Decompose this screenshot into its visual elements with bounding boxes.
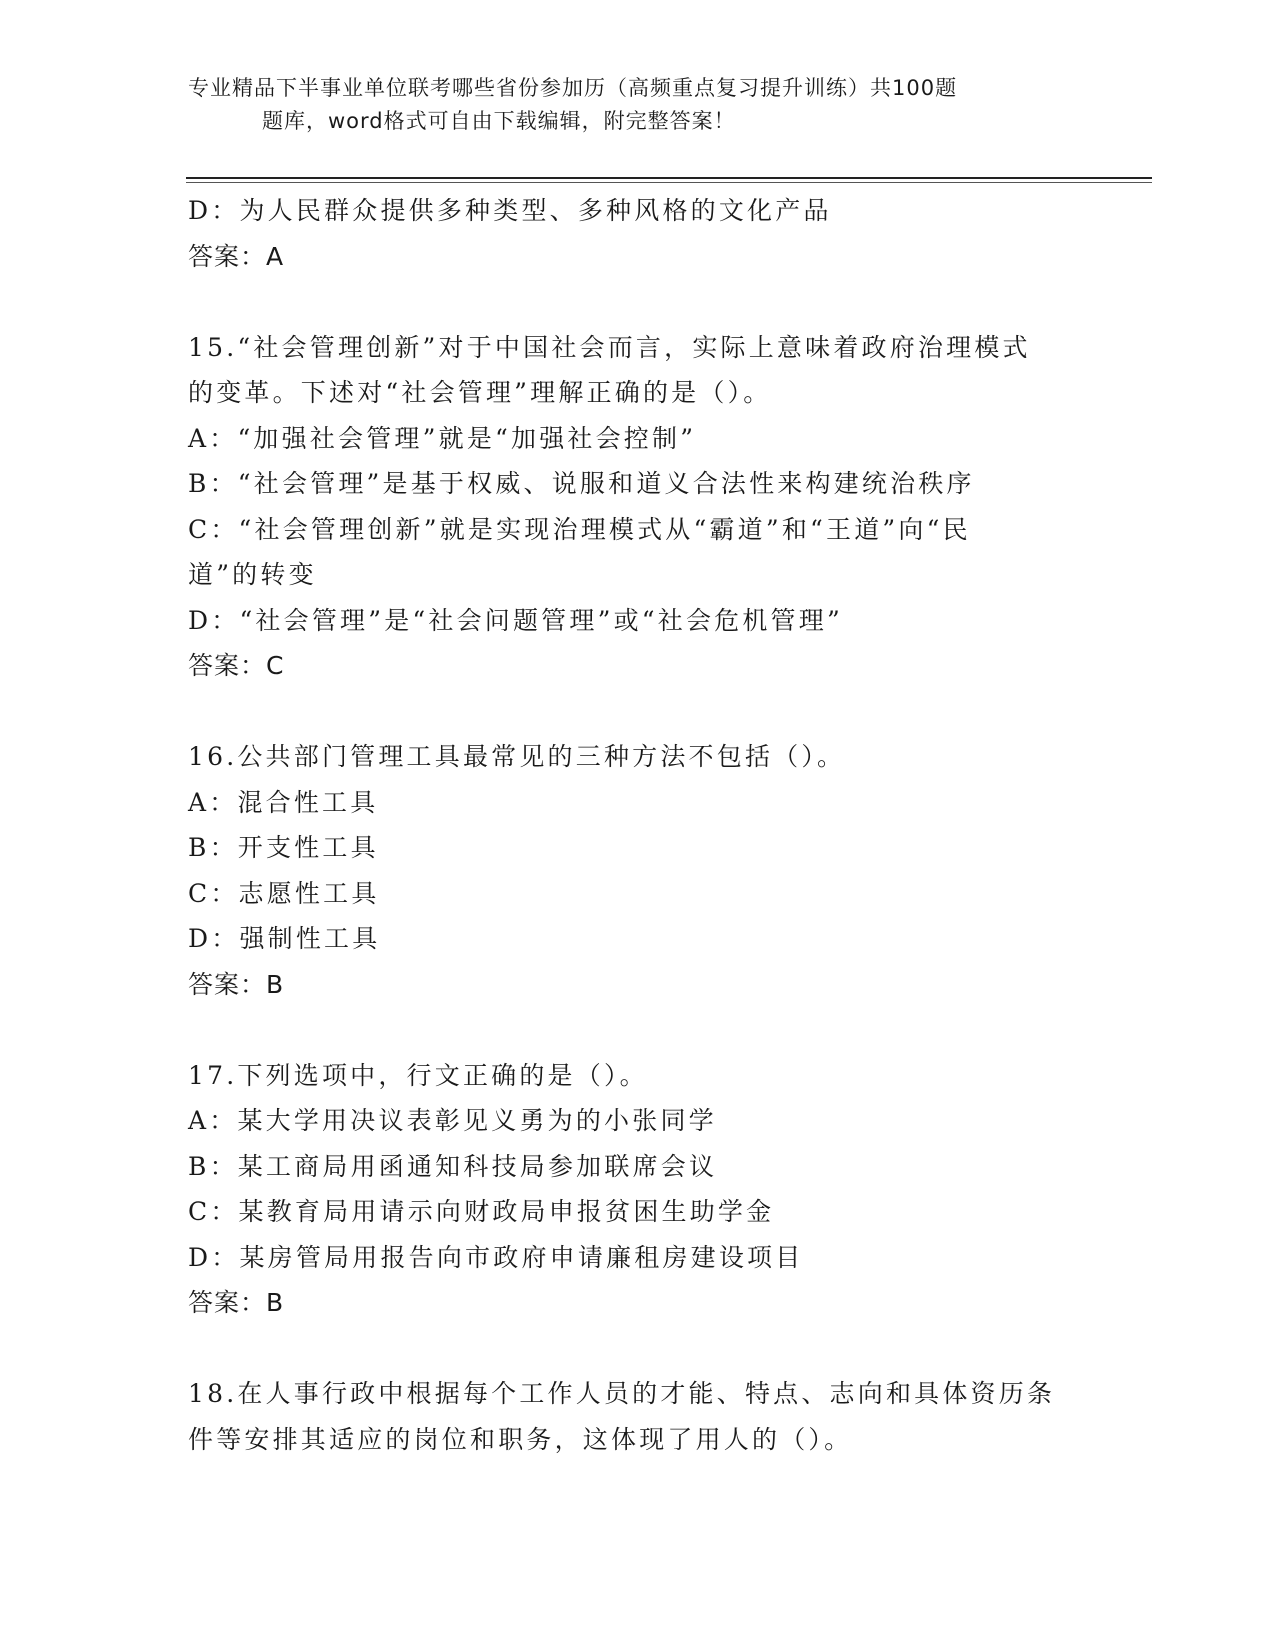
option-line: D：强制性工具 [188,924,381,953]
option-line: 道”的转变 [188,560,317,589]
option-line: D：“社会管理”是“社会问题管理”或“社会危机管理” [188,605,843,635]
header-title-line-2: 题库，word格式可自由下载编辑，附完整答案！ [262,109,736,133]
question-text: 18.在人事行政中根据每个工作人员的才能、特点、志向和具体资历条 [188,1379,1056,1408]
option-line: D：为人民群众提供多种类型、多种风格的文化产品 [188,196,832,225]
option-line: C：某教育局用请示向财政局申报贫困生助学金 [188,1197,775,1226]
option-line: A：某大学用决议表彰见义勇为的小张同学 [188,1106,717,1135]
option-line: A：“加强社会管理”就是“加强社会控制” [188,423,697,453]
header-divider-thick [186,177,1152,179]
answer-line: 答案：A [188,241,285,271]
option-line: C：“社会管理创新”就是实现治理模式从“霸道”和“王道”向“民 [188,514,971,544]
answer-line: 答案：B [188,969,285,999]
question-text: 16.公共部门管理工具最常见的三种方法不包括（）。 [188,742,846,771]
paragraph-gap [188,1326,1088,1372]
question-text: 15.“社会管理创新”对于中国社会而言，实际上意味着政府治理模式 [188,332,1031,362]
option-line: B：某工商局用函通知科技局参加联席会议 [188,1151,718,1181]
question-text: 17.下列选项中，行文正确的是（）。 [188,1060,648,1090]
header-divider-thin [186,182,1152,183]
header-title-line-1: 专业精品下半事业单位联考哪些省份参加历（高频重点复习提升训练）共100题 [188,76,958,100]
question-text: 的变革。下述对“社会管理”理解正确的是（）。 [188,378,772,407]
page-header [188,72,1068,138]
option-line: C：志愿性工具 [188,878,380,908]
option-line: D：某房管局用报告向市政府申请廉租房建设项目 [188,1242,804,1272]
answer-line: 答案：B [188,1288,285,1317]
option-line: B：“社会管理”是基于权威、说服和道义合法性来构建统治秩序 [188,469,975,498]
option-line: A：混合性工具 [188,787,379,817]
paragraph-gap [188,1007,1088,1053]
question-text: 件等安排其适应的岗位和职务，这体现了用人的（）。 [188,1424,853,1454]
question-content [188,188,1088,1462]
paragraph-gap [188,689,1088,735]
answer-line: 答案：C [188,651,285,680]
option-line: B：开支性工具 [188,833,379,862]
paragraph-gap [188,279,1088,325]
